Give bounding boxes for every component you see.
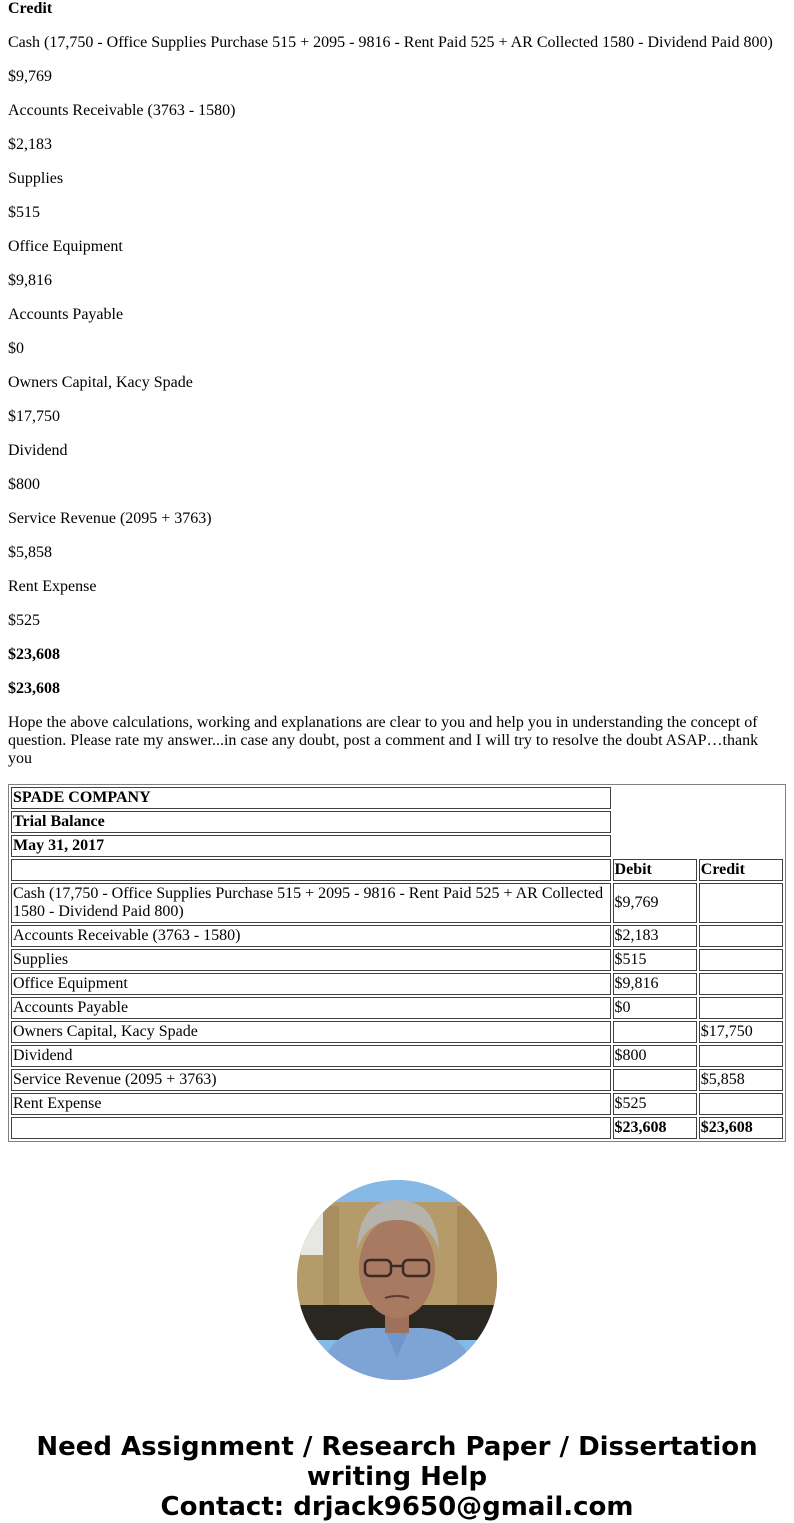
- table-title-row: [11, 835, 783, 857]
- table-row: Supplies $515: [11, 949, 783, 971]
- answer-line: $5,858: [8, 544, 52, 561]
- credit-header: Credit: [699, 859, 783, 881]
- answer-line: $2,183: [8, 136, 52, 153]
- promo-headline: Need Assignment / Research Paper / Dissertation writing Help: [36, 1432, 758, 1492]
- closing-note: Hope the above calculations, working and explanations are clear to you and help you in understanding the concept of question. Please rate my answer...in case any doubt, post a comment and I will try to resolve the doubt ASAP…thank you: [8, 714, 759, 767]
- answer-line: Office Equipment: [8, 238, 123, 255]
- promo-contact: Contact: drjack9650@gmail.com: [160, 1492, 634, 1522]
- statement-title: Trial Balance: [11, 811, 611, 833]
- answer-line: Dividend: [8, 442, 68, 459]
- answer-line: Rent Expense: [8, 578, 97, 595]
- statement-date: May 31, 2017: [11, 835, 611, 857]
- answer-line: $515: [8, 204, 40, 221]
- table-header-row: [11, 859, 783, 881]
- author-photo-icon: [297, 1180, 497, 1380]
- answer-line: Accounts Receivable (3763 - 1580): [8, 102, 236, 119]
- promo-banner: [0, 1432, 794, 1522]
- table-row: Accounts Receivable (3763 - 1580) $2,183: [11, 925, 783, 947]
- answer-line: $9,769: [8, 68, 52, 85]
- answer-line: Accounts Payable: [8, 306, 124, 323]
- answer-line: $9,816: [8, 272, 52, 289]
- company-name: SPADE COMPANY: [11, 787, 611, 809]
- answer-line: Service Revenue (2095 + 3763): [8, 510, 212, 527]
- table-row: Cash (17,750 - Office Supplies Purchase 515 + 2095 - 9816 - Rent Paid 525 + AR Collected 1580 - Dividend Paid 800) $9,769: [11, 883, 783, 923]
- table-row: Office Equipment $9,816: [11, 973, 783, 995]
- author-avatar-container: [0, 1180, 794, 1380]
- table-row: Rent Expense $525: [11, 1093, 783, 1115]
- table-row: Dividend $800: [11, 1045, 783, 1067]
- trial-balance-table: [8, 784, 786, 1142]
- total-credit: $23,608: [8, 680, 60, 697]
- answer-line: Cash (17,750 - Office Supplies Purchase 515 + 2095 - 9816 - Rent Paid 525 + AR Collected 1580 - Dividend Paid 800): [8, 34, 773, 51]
- credit-heading: Credit: [8, 0, 53, 17]
- answer-line: Owners Capital, Kacy Spade: [8, 374, 193, 391]
- answer-line: $17,750: [8, 408, 60, 425]
- answer-line: $800: [8, 476, 40, 493]
- table-title-row: [11, 811, 783, 833]
- table-row: Owners Capital, Kacy Spade $17,750: [11, 1021, 783, 1043]
- total-debit-cell: $23,608: [613, 1117, 697, 1139]
- total-debit: $23,608: [8, 646, 60, 663]
- debit-header: Debit: [613, 859, 697, 881]
- answer-line: $0: [8, 340, 24, 357]
- table-row: Accounts Payable $0: [11, 997, 783, 1019]
- table-total-row: [11, 1117, 783, 1139]
- author-avatar: [297, 1180, 497, 1380]
- answer-line: $525: [8, 612, 40, 629]
- total-credit-cell: $23,608: [699, 1117, 783, 1139]
- answer-line: Supplies: [8, 170, 64, 187]
- table-row: Service Revenue (2095 + 3763) $5,858: [11, 1069, 783, 1091]
- table-title-row: [11, 787, 783, 809]
